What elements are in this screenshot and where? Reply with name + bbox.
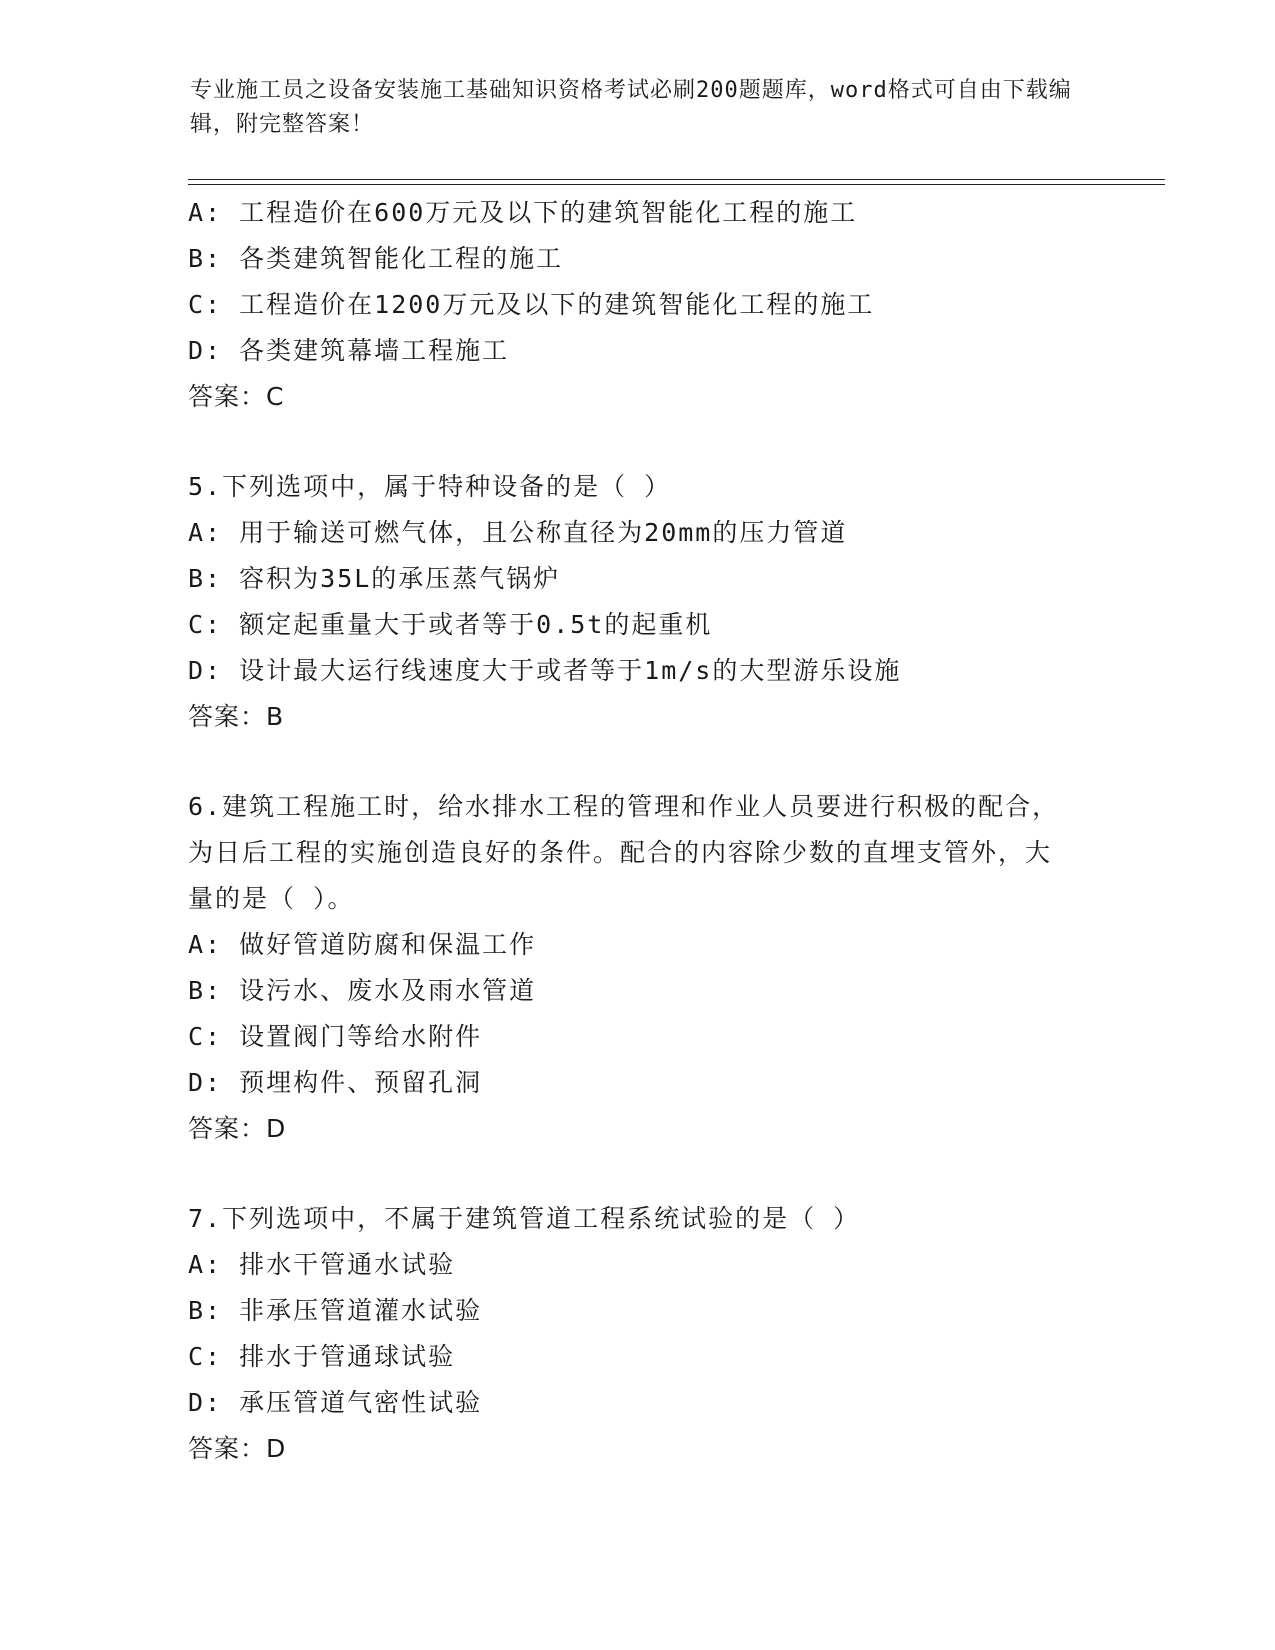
option-a: A: 工程造价在600万元及以下的建筑智能化工程的施工 (188, 198, 858, 227)
question-5 (188, 464, 1088, 740)
question-stem: 7.下列选项中，不属于建筑管道工程系统试验的是（ ） (188, 1204, 861, 1233)
option-d: D: 承压管道气密性试验 (188, 1388, 483, 1417)
answer: 答案：B (188, 702, 285, 731)
answer: 答案：C (188, 382, 285, 411)
option-d: D: 设计最大运行线速度大于或者等于1m/s的大型游乐设施 (188, 656, 902, 685)
option-c: C: 工程造价在1200万元及以下的建筑智能化工程的施工 (188, 290, 875, 319)
question-4 (188, 190, 1088, 420)
option-a: A: 排水干管通水试验 (188, 1250, 456, 1279)
option-b: B: 非承压管道灌水试验 (188, 1296, 483, 1325)
question-6 (188, 784, 1088, 1152)
option-b: B: 容积为35L的承压蒸气锅炉 (188, 564, 561, 593)
option-b: B: 设污水、废水及雨水管道 (188, 976, 537, 1005)
question-stem: 5.下列选项中，属于特种设备的是（ ） (188, 472, 672, 501)
header-rule-bottom (188, 184, 1165, 185)
question-7 (188, 1196, 1088, 1472)
document-header: 专业施工员之设备安装施工基础知识资格考试必刷200题题库，word格式可自由下载编辑，附完整答案！ (190, 78, 1072, 137)
option-c: C: 设置阀门等给水附件 (188, 1022, 483, 1051)
option-a: A: 用于输送可燃气体，且公称直径为20mm的压力管道 (188, 518, 848, 547)
option-d: D: 预埋构件、预留孔洞 (188, 1068, 483, 1097)
option-a: A: 做好管道防腐和保温工作 (188, 930, 537, 959)
option-d: D: 各类建筑幕墙工程施工 (188, 336, 510, 365)
option-c: C: 额定起重量大于或者等于0.5t的起重机 (188, 610, 713, 639)
option-c: C: 排水于管通球试验 (188, 1342, 456, 1371)
question-list (188, 190, 1088, 1472)
answer: 答案：D (188, 1434, 287, 1463)
answer: 答案：D (188, 1114, 287, 1143)
question-stem: 6.建筑工程施工时，给水排水工程的管理和作业人员要进行积极的配合，为日后工程的实施创造良好的条件。配合的内容除少数的直埋支管外，大量的是（ ）。 (188, 792, 1060, 913)
option-b: B: 各类建筑智能化工程的施工 (188, 244, 564, 273)
header-rule-top (188, 179, 1165, 180)
